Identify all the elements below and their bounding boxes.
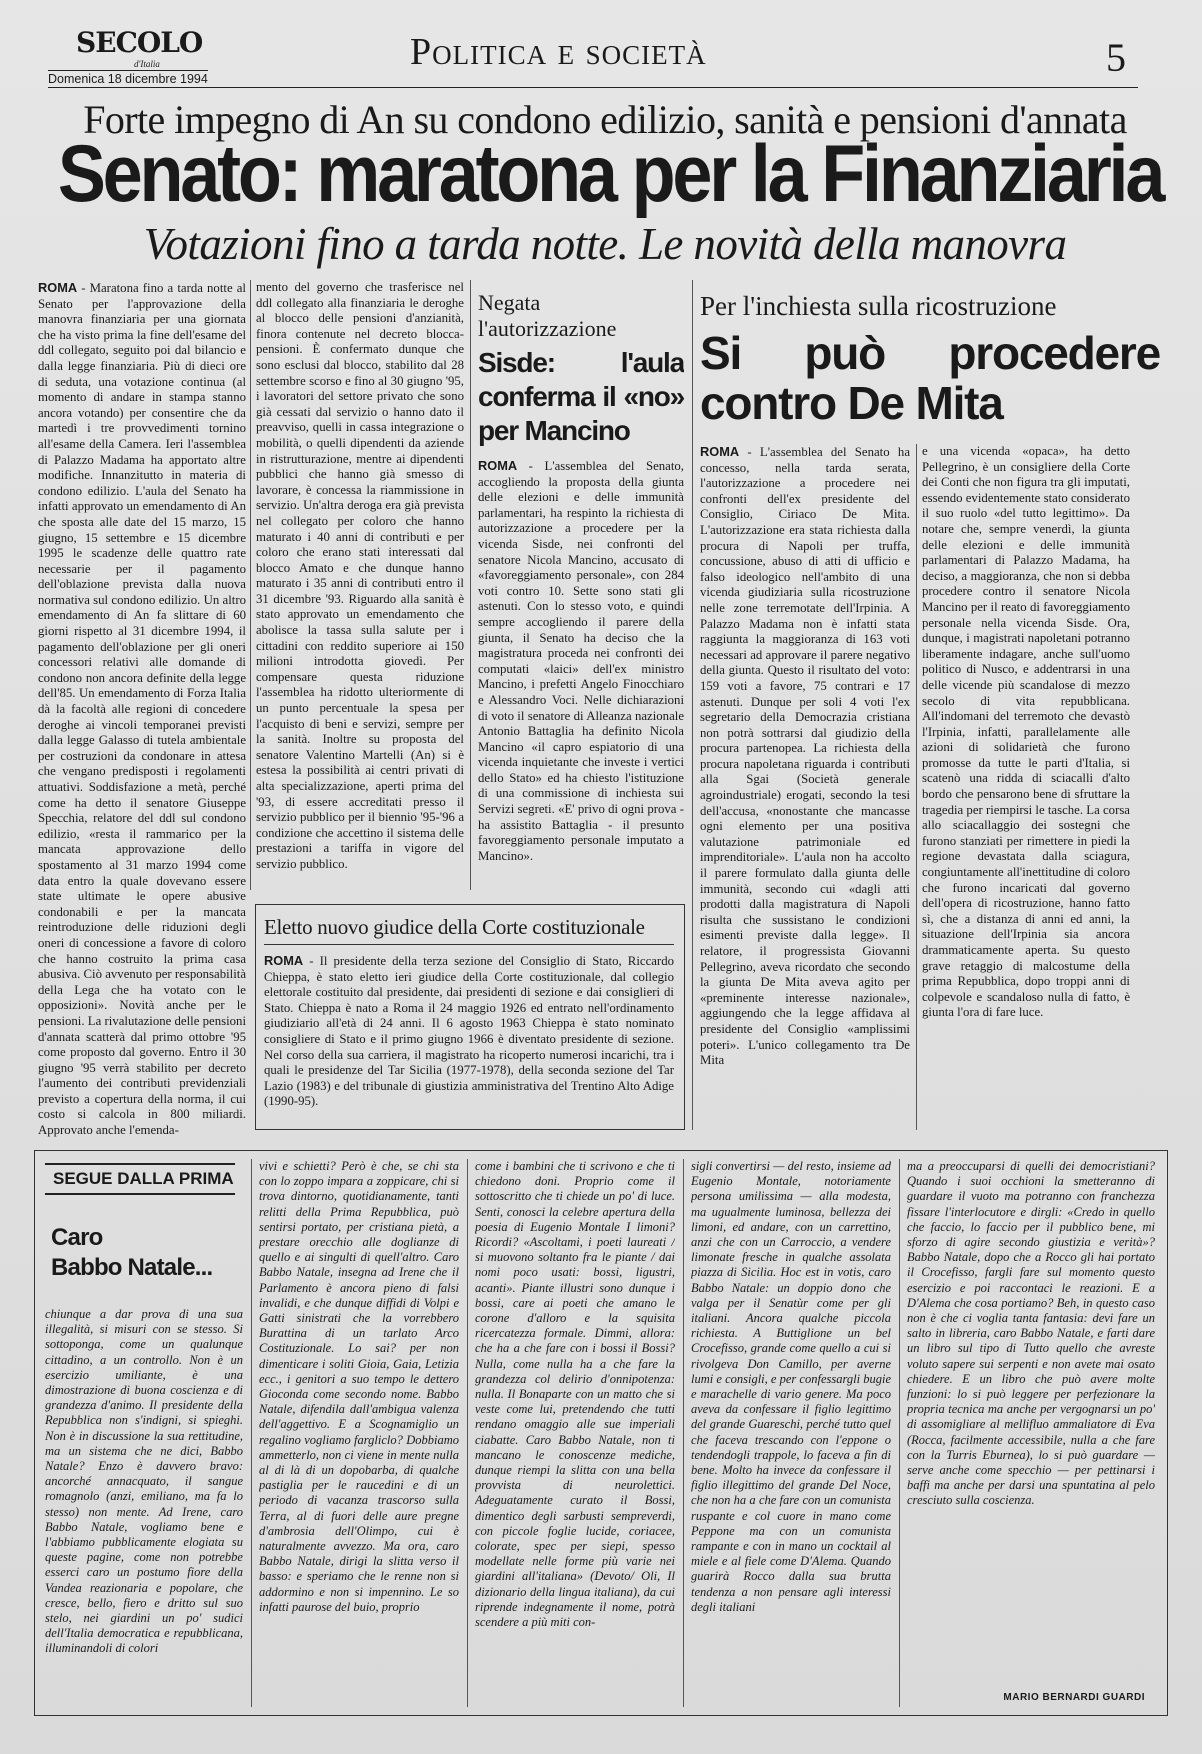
masthead bbox=[48, 26, 1138, 88]
column-divider bbox=[250, 280, 251, 890]
newspaper-logo-subtitle: d'Italia bbox=[134, 59, 160, 69]
segue-text-5: ma a preoccuparsi di quelli dei democristiani? Quando i suoi occhioni la smetteranno di guardare il vuoto ma potranno con franchezza fissare l'interlocutore e dirgli: «Credo in quello che faccio, lo faccio per il pubblico bene, mi sforzo di agire secondo giustizia e verità»? Babbo Natale, dopo che a Rocco gli hai portato il Crocefisso, fargli fare sul momento questo esercizio e poi raccontaci le reazioni. E a D'Alema che cosa portiamo? Beh, in questo caso non è che ci voglia tanta fantasia: devi fare un salto in libreria, caro Babbo Natale, e farti dare un libro sul tipo di Tutto quello che avreste voluto sapere sui serpenti e non avete mai osato chiedere. E un libro che può avere molte funzioni: lo si può leggere per perfezionare la propria tecnica ma anche per vergognarsi un po' di assomigliare al mellifluo ammaliatore di Eva (Rocca, facilmente accessibile, nulla a che fare con la Turris Eburnea), lo si può guardare — serve anche come specchio — per pettinarsi i baffi ma anche per darsi una spuntatina al pelo cresciuto sulla coscienza. bbox=[907, 1159, 1155, 1508]
demita-headline: Si può procedere contro De Mita bbox=[700, 327, 1160, 429]
segue-title-line-2: Babbo Natale... bbox=[51, 1254, 213, 1281]
main-deck: Votazioni fino a tarda notte. Le novità della manovra bbox=[143, 219, 1067, 269]
demita-text-2: e una vicenda «opaca», ha detto Pellegrino, è un consigliere della Corte dei Conti che non figura tra gli imputati, essendo evidentemente stato considerato il suo ruolo «del tutto legittimo». Da notare che, sempre venerdì, la giunta delle elezioni e delle immunità parlamentari di Palazzo Madama, ha deciso, a maggioranza, che non si debba procedere contro il senatore Nicola Mancino per il reato di favoreggiamento personale nella vicenda Sisde. Ora, dunque, i magistrati napoletani potranno liberamente indagare, anche sull'uomo politico di Nusco, e addentrarsi in una delle vicende più scandalose di mezzo secolo di vita repubblicana. All'indomani del terremoto che devastò l'Irpinia, infatti, parallelamente alle azioni di solidarietà che furono promosse da tutte le parti d'Italia, si scatenò una ridda di sciacalli d'alto bordo che pensarono bene di sfruttare la tragedia per riempirsi le tasche. La corsa allo sciacallaggio dei sostegni che furono stanziati per rimettere in piedi la regione devastata dalla sciagura, congiuntamente all'inettitudine di coloro che furono incaricati dal governo dell'opera di ricostruzione, hanno fatto sì, che a distanza di anni ed anni, la situazione dell'Irpinia sia ancora drammaticamente aperta. Su questo grave retaggio di malcostume della prima Repubblica, dopo troppi anni di colpevole e scandaloso nulla di fatto, è giunta l'ora di fare luce. bbox=[922, 444, 1130, 1020]
segue-text-1: chiunque a dar prova di una sua illegalità, si misuri con se stesso. Si sottoponga, come un qualunque cittadino, a un controllo. Non è un esercizio umiliante, è una dimostrazione di buona coscienza e di grandezza d'animo. Il presidente della Repubblica non s'indigni, si spieghi. Non è in discussione la sua rettitudine, ma un sistema che ne dici, Babbo Natale? Enzo è davvero bravo: ancorché annacquato, il sangue romagnolo (anzi, emiliano, ma fa lo stesso) non mente. Ad Irene, caro Babbo Natale, vogliamo bene e l'abbiamo pubblicamente elogiata su queste pagine, come non potrebbe esserci caro un postumo fiore della Vandea reazionaria e popolare, che cresce, bello, fiero e dritto sul suo stelo, nei giardini un po' sudici dell'Italia democratica e repubblicana, illuminandoli di colori bbox=[45, 1307, 243, 1656]
corte-dateline: ROMA bbox=[264, 953, 304, 968]
author-signature: MARIO BERNARDI GUARDI bbox=[1003, 1692, 1145, 1703]
segue-text-2: vivi e schietti? Però è che, se chi sta con lo zoppo impara a zoppicare, chi si trova dintorno, quotidianamente, tanti relitti della Prima Repubblica, può sentirsi portato, per cristiana pietà, a prestare orecchio alle doglianze di quello e ai singulti di quell'altro. Caro Babbo Natale, insegna ad Irene che il Parlamento è ancora pieno di falsi invalidi, e che dunque diffidi di Volpi e Gatti sinistrati che la vorrebbero Burattina di un tarlato Arco Costituzionale. Lo sai? per non dimenticare i soliti Gioia, Gaia, Letizia ecc., i genitori a suo tempo le dettero Gioconda come secondo nome. Babbo Natale, difendila dall'ambigua valenza dell'aggettivo. E a Scognamiglio un regalino vogliamo fargliclo? Dobbiamo ammetterlo, non ci viene in mente nulla al di là di un dopobarba, di qualche pastiglia per le raucedini e di un periodo di vacanza trascorso sulla Terra, al di fuori delle aure pregne d'ambrosia dell'Olimpo, cui è naturalmente avvezzo. Ma ora, caro Babbo Natale, dirigi la slitta verso il basso: e speriamo che le renne non si addormino e non si impennino. Le so infatti paurose del buio, proprio bbox=[259, 1159, 459, 1614]
column-divider bbox=[683, 1159, 684, 1707]
section-title: Politica e società bbox=[410, 31, 707, 73]
main-article-text-2: mento del governo che trasferisce nel ddl collegato alla finanziaria le deroghe al blocco delle pensioni d'anzianità, finora contenute nel decreto blocca-pensioni. È confermato dunque che sono esclusi dal blocco, stabilito dal 28 settembre scorso e fino al 30 giugno '95, i lavoratori del settore privato che sono già cessati dal servizio o hanno dato il preavviso, quelli in cassa integrazione o mobilità, o quelli dipendenti da aziende in ristrutturazione, mentre ai dipendenti pubblici che hanno già smesso di lavorare, è concessa la riammissione in servizio. Un'altra deroga era già prevista nel collegato per coloro che hanno maturato i 40 anni di contributi e per coloro che erano stati interessati dal blocco Amato e che dunque hanno maturato i 35 anni di contributi entro il 31 dicembre '93. Riguardo alla sanità è stato approvato un emendamento che abolisce la tassa sulla salute per i cittadini con reddito superiore ai 150 milioni introdotta giovedì. Per compensare questa riduzione l'assemblea ha ridotto ulteriormente di un punto percentuale la spesa per l'acquisto di beni e servizi, sempre per la sanità. Inoltre su proposta del senatore Valentino Martelli (An) si è estesa la possibilità ai centri privati di alta specializzazione, aperti prima del '93, di essere accreditati presso il servizio pubblico per il biennio '95-'96 a condizione che accettino il sistema delle prestazioni a tariffa in vigore del servizio pubblico. bbox=[256, 280, 464, 871]
demita-kicker: Per l'inchiesta sulla ricostruzione bbox=[700, 291, 1057, 321]
segue-title bbox=[51, 1223, 212, 1283]
demita-column-2 bbox=[922, 444, 1130, 1130]
main-article-column-1 bbox=[38, 280, 246, 1140]
sisde-dateline: ROMA bbox=[478, 458, 518, 473]
segue-text-4: sigli convertirsi — del resto, insieme ad Eugenio Montale, notoriamente persona umilissima — alla modesta, ma ugualmente luminosa, bellezza dei limoni, ed andare, con un carrettino, anzi che con un Carroccio, a vendere limonate fresche in qualche assolata piazza di Sicilia. Hoc est in votis, caro Babbo Natale: un doppio dono che valga per il Senatùr come per gli italiani. Ancora qualche piccola richiesta. A Buttiglione un bel Crocefisso, grande come quello a cui si rivolgeva Don Camillo, per averne lumi e consigli, e per confessargli bugie e marachelle di vario genere. Ma poco aveva da confessare il figlio legittimo del grande Guareschi, perché tutto quel che faceva trescando con l'eppone o tendendogli trappole, lo faceva a fin di bene. Molto ha invece da confessare il figlio illegittimo del grande Del Noce, che non ha a che fare con un comunista ruspante e col cuore in mano come Peppone ma con un comunista rampante e con in mano un cocktail al miele e al fiele come D'Alema. Quando guarirà Rocco dalla sua brutta tendenza a non pensare agli interessi degli italiani bbox=[691, 1159, 891, 1614]
demita-text-1: - L'assemblea del Senato ha concesso, nella tarda serata, l'autorizzazione a procedere nei confronti dell'ex presidente del Consiglio, Ciriaco De Mita. L'autorizzazione era stata richiesta dalla procura di Napoli per truffa, concussione, abuso di atti di ufficio e falso ideologico nell'ambito di una vicenda giudiziaria sulla ricostruzione nelle zone terremotate dell'Irpinia. A Palazzo Madama non è infatti stata raggiunta la maggioranza di 163 voti necessari ad approvare il parere negativo della giunta. Questo il risultato del voto: 159 voti a favore, 75 contrari e 17 astenuti. Dunque per soli 4 voti l'ex segretario della Democrazia cristiana non potrà sottrarsi dal giudizio della procura partenopea. La richiesta della procura napoletana riguarda i contributi alla Sgai (Società generale agroindustriale) erogati, secondo la tesi dell'accusa, «nonostante che mancasse ogni elemento per una positiva valutazione patrimoniale ed imprenditoriale». L'aula non ha accolto il parere formulato dalla giunta delle immunità, secondo cui «dagli atti prodotti dalla magistratura di Napoli risulta che sussistano le condizioni esimenti previste dalla legge». Il relatore, il progressista Giovanni Pellegrino, aveva ricordato che secondo la giunta De Mita aveva agito per «preminente interesse nazionale», aggiungendo che la legge affidava al presidente del Consiglio «amplissimi poteri». L'unico collegamento tra De Mita bbox=[700, 445, 910, 1068]
sisde-text: - L'assemblea del Senato, accogliendo la proposta della giunta delle elezioni e delle immunità parlamentari, ha respinto la richiesta di autorizzazione a procedere per la vicenda Sisde, nei confronti del senatore Nicola Mancino, accusato di «favoreggiamento personale», con 284 voti contro 10. Sette sono stati gli astenuti. Con lo stesso voto, e quindi sempre accogliendo il parere della giunta, il Senato ha deciso che la magistratura proceda nei confronti dei computati «laici» dell'ex ministro Mancino, i prefetti Angelo Finocchiaro e Alessandro Voci. Nelle dichiarazioni di voto il senatore di Alleanza nazionale Antonio Battaglia ha definito Nicola Mancino «il capro espiatorio di una vicenda inquietante che investe i vertici dello Stato» ed ha chiesto l'istituzione di una commissione di inchiesta sui Servizi segreti. «E' privo di ogni prova - ha assistito Battaglia - il presunto favoreggiamento personale imputato a Mancino». bbox=[478, 459, 684, 863]
segue-column-5 bbox=[907, 1159, 1155, 1679]
segue-section bbox=[34, 1150, 1168, 1716]
segue-label: SEGUE DALLA PRIMA bbox=[45, 1163, 235, 1195]
main-article-text-1: - Maratona fino a tarda notte al Senato per l'approvazione della manovra finanziaria per una giornata che ha visto prima la fine dell'esame del ddl collegato, seguito poi dal bilancio e dalla legge finanziaria. Più di dieci ore di seduta, una votazione continua (al momento di andare in stampa stanno ancora votando) per consentire che da martedì i tre provvedimenti tornino all'esame della Camera. Ieri l'assemblea di Palazzo Madama ha apportato altre modifiche. Innanzitutto in materia di condono edilizio. L'aula del Senato ha infatti approvato un emendamento di An che sposta alle date del 15 marzo, 15 giugno, 15 settembre e 15 dicembre 1995 le scadenze delle quattro rate necessarie per il pagamento dell'oblazione prevista dalla nuova normativa sul condono edilizio. Un altro emendamento di An fa slittare di 60 giorni rispetto al 31 dicembre 1994, il pagamento dell'oblazione per gli oneri concessori relativi alle domande di condono non ancora definite della legge dell'85. Un emendamento di Forza Italia dà la facoltà alle regioni di concedere deroghe ai vincoli temporanei previsti dalla legge Galasso di tutela ambientale per costruzioni da condonare in attesa che vengano predisposti i regolamenti attuativi. Soddisfazione a metà, perché come ha detto il senatore Giuseppe Specchia, relatore del ddl sul condono edilizio, «resta il rammarico per la mancata approvazione dello spostamento al 31 marzo 1994 come data entro la quale dovevano essere state ultimate le opere abusive condonabili e per la mancata reintroduzione delle riduzioni degli oneri di concessione a favore di coloro che hanno costruito la prima casa abusiva. Ciò avvenuto per responsabilità della Lega che ha votato con le opposizioni». Novità anche per le pensioni. La rivalutazione delle pensioni d'annata scatterà dal primo ottobre '95 come proposto dal governo. Entro il 30 giugno '95 verrà stabilito per decreto l'aumento dei contributi previdenziali previsto a copertura della norma, il cui costo si calcola in 800 miliardi. Approvato anche l'emenda- bbox=[38, 281, 246, 1138]
segue-text-3: come i bambini che ti scrivono e che ti chiedono doni. Proprio come il sottoscritto che ti chiede un po' di luce. Senti, conosci la celebre apertura della poesia di Eugenio Montale I limoni? Ricordi? «Ascoltami, i poeti laureati / si muovono soltanto fra le piante / dai nomi poco usati: bossi, ligustri, acanti». Piante illustri sono dunque i bossi, care ai poeti che amano le corone d'alloro e la squisita ricercatezza formale. Dimmi, allora: che ha a che fare con i bossi il Bossi? Nulla, come nulla ha a che fare la grandezza col delirio d'onnipotenza: nulla. Il Bonaparte con un matto che si veste come lui, pretendendo che tutti rendano omaggio alle sue imperiali ciabatte. Caro Babbo Natale, non ti mancano le conoscenze mediche, dunque riempi la slitta con una bella provvista di neurolettici. Adeguatamente curato il Bossi, dimentico degli sarbusti sempreverdi, con piccole foglie lucide, coriacee, colorate, spec per siepi, spesso modellate nelle forme più varie nei giardini all'italiana» (Devoto/ Oli, Il dizionario della lingua italiana), da cui riprende indegnamente il nome, potrà scendere a più miti con- bbox=[475, 1159, 675, 1630]
main-article-column-2 bbox=[256, 280, 464, 890]
corte-headline: Eletto nuovo giudice della Corte costituzionale bbox=[264, 915, 674, 945]
column-divider bbox=[251, 1159, 252, 1707]
segue-column-4 bbox=[691, 1159, 891, 1707]
newspaper-logo: SECOLO bbox=[76, 26, 203, 59]
corte-text: - Il presidente della terza sezione del Consiglio di Stato, Riccardo Chieppa, è stato eletto ieri giudice della Corte costituzionale, dal collegio elettorale costituito dal presidente, dai presidenti di sezione e dai consiglieri di Stato. Chieppa è nato a Roma il 24 maggio 1926 ed entrato nell'ordinamento giudiziario all'età di 24 anni. Il 6 agosto 1963 Chieppa è stato nominato consigliere di Stato e il primo giugno 1966 è diventato presidente di sezione. Nel corso della sua carriera, il magistrato ha ricoperto numerosi incarichi, tra i quali le presidenze del Tar Sicilia (1977-1978), della seconda sezione del Tar Lazio (1983) e del tribunale di giustizia amministrativa del Trentino Alto Adige (1990-95). bbox=[264, 954, 674, 1109]
main-headline: Senato: maratona per la Finanziaria bbox=[57, 129, 1163, 219]
segue-column-2 bbox=[259, 1159, 459, 1707]
demita-column-1 bbox=[700, 444, 910, 1130]
column-divider bbox=[470, 280, 471, 890]
demita-dateline: ROMA bbox=[700, 444, 740, 459]
sisde-headline: Sisde: l'aula conferma il «no» per Mancino bbox=[478, 347, 684, 446]
corte-body bbox=[264, 953, 674, 1125]
column-divider bbox=[467, 1159, 468, 1707]
sisde-kicker: Negata l'autorizzazione bbox=[478, 290, 617, 341]
column-divider bbox=[916, 444, 917, 1130]
segue-title-line-1: Caro bbox=[51, 1224, 103, 1251]
column-divider bbox=[899, 1159, 900, 1707]
segue-column-1 bbox=[45, 1307, 243, 1707]
main-kicker: Forte impegno di An su condono edilizio, sanità e pensioni d'annata bbox=[83, 97, 1127, 142]
column-divider bbox=[692, 280, 693, 1130]
main-article-dateline: ROMA bbox=[38, 280, 78, 295]
demita-header bbox=[700, 290, 1160, 430]
issue-date: Domenica 18 dicembre 1994 bbox=[48, 72, 208, 86]
segue-column-3 bbox=[475, 1159, 675, 1707]
page-number: 5 bbox=[1106, 35, 1126, 80]
sisde-article bbox=[478, 290, 684, 890]
corte-article-box bbox=[255, 904, 685, 1130]
